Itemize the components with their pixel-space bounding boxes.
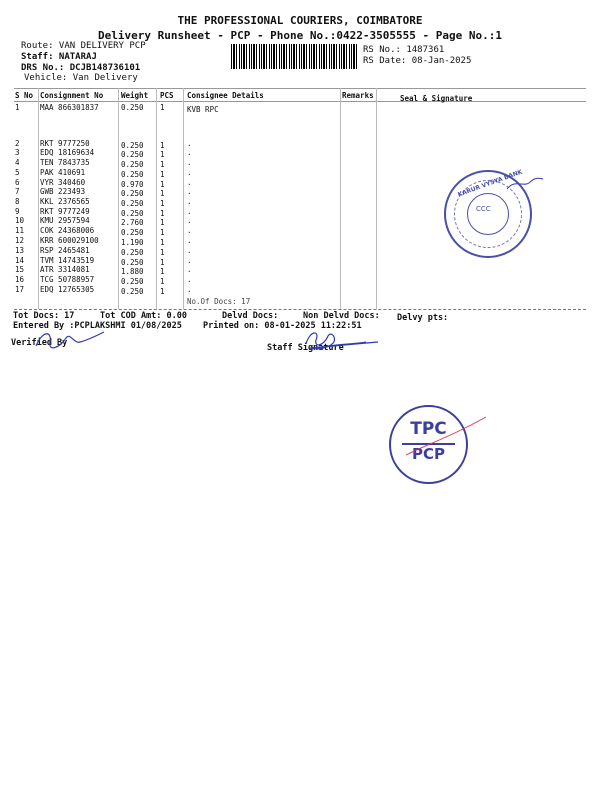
row-consignment: KMU 2957594 [40,216,90,225]
row-weight: 1.880 [121,267,144,276]
verifier-signature [30,326,110,356]
table-bottom-rule [14,309,586,310]
row-pcs: 1 [160,258,165,267]
row-consignee: . [187,246,192,255]
row-consignee: . [187,216,192,225]
row-consignee: . [187,285,192,294]
bank-stamp-text: KARUR VYSYA BANK [456,168,524,199]
row-pcs: 1 [160,218,165,227]
header-seal: Seal & Signature [400,94,473,103]
row-pcs: 1 [160,228,165,237]
row-consignee: . [187,168,192,177]
row-consignee: . [187,178,192,187]
row-consignee: KVB RPC [187,105,219,114]
row-sno: 9 [15,207,20,216]
row-consignee: . [187,187,192,196]
runsheet-subtitle: Delivery Runsheet - PCP - Phone No.:0422-3505555 - Page No.:1 [98,29,502,42]
row-weight: 0.250 [121,170,144,179]
row-consignment: RSP 2465481 [40,246,90,255]
row-consignee: . [187,158,192,167]
seal-signature [505,175,545,195]
row-consignment: EDQ 12765305 [40,285,95,294]
row-consignment: TVM 14743519 [40,256,95,265]
row-consignment: PAK 410691 [40,168,86,177]
col-divider [376,88,377,309]
staff-signature-label: Staff Signature [267,343,344,353]
row-pcs: 1 [160,267,165,276]
vehicle-label: Vehicle: Van Delivery [24,73,138,83]
row-consignee: . [187,207,192,216]
header-consignment: Consignment No [40,91,104,100]
row-sno: 16 [15,275,25,284]
col-divider [340,88,341,309]
row-consignment: TCG 50788957 [40,275,95,284]
row-sno: 11 [15,226,25,235]
col-divider [156,88,157,309]
row-weight: 0.250 [121,189,144,198]
row-sno: 12 [15,236,25,245]
row-sno: 13 [15,246,25,255]
row-weight: 0.250 [121,141,144,150]
row-pcs: 1 [160,150,165,159]
row-consignment: RKT 9777250 [40,139,90,148]
header-remarks: Remarks [342,91,374,100]
row-sno: 3 [15,148,20,157]
row-weight: 2.760 [121,218,144,227]
row-pcs: 1 [160,238,165,247]
total-docs: Tot Docs: 17 [13,311,75,321]
row-consignment: EDQ 18169634 [40,148,95,157]
no-of-docs: No.Of Docs: 17 [187,297,251,306]
entered-by: Entered By :PCPLAKSHMI 01/08/2025 [13,321,182,331]
row-weight: 0.250 [121,258,144,267]
verified-by-label: Verified By [11,338,68,348]
row-sno: 10 [15,216,25,225]
row-consignee: . [187,139,192,148]
row-consignment: COK 24368006 [40,226,95,235]
row-weight: 0.250 [121,228,144,237]
row-consignee: . [187,275,192,284]
row-weight: 0.250 [121,209,144,218]
row-pcs: 1 [160,103,165,112]
row-sno: 5 [15,168,20,177]
row-consignment: KKL 2376565 [40,197,90,206]
row-sno: 4 [15,158,20,167]
delivery-points: Delvy pts: [397,313,449,323]
route-label: Route: VAN DELIVERY PCP [21,41,146,51]
row-weight: 0.250 [121,103,144,112]
row-weight: 1.190 [121,238,144,247]
staff-label: Staff: NATARAJ [21,52,97,62]
printed-on: Printed on: 08-01-2025 11:22:51 [203,321,362,331]
company-title: THE PROFESSIONAL COURIERS, COIMBATORE [177,14,423,27]
bank-stamp-code: CCC [476,205,491,213]
col-divider [118,88,119,309]
col-divider [38,88,39,309]
row-pcs: 1 [160,170,165,179]
row-weight: 0.250 [121,248,144,257]
row-weight: 0.970 [121,180,144,189]
tpc-stamp-pen-mark [400,415,490,460]
header-sno: S No [15,91,34,100]
header-consignee: Consignee Details [187,91,264,100]
row-pcs: 1 [160,189,165,198]
row-weight: 0.250 [121,287,144,296]
row-pcs: 1 [160,209,165,218]
row-consignee: . [187,197,192,206]
row-pcs: 1 [160,277,165,286]
row-consignee: . [187,226,192,235]
row-sno: 8 [15,197,20,206]
delivered-docs: Delvd Docs: [222,311,279,321]
row-pcs: 1 [160,199,165,208]
row-sno: 14 [15,256,25,265]
row-sno: 6 [15,178,20,187]
row-consignee: . [187,256,192,265]
row-weight: 0.250 [121,150,144,159]
row-consignee: . [187,265,192,274]
row-sno: 17 [15,285,25,294]
barcode-image [231,44,358,69]
row-weight: 0.250 [121,199,144,208]
row-weight: 0.250 [121,160,144,169]
row-consignment: MAA 866301837 [40,103,99,112]
row-pcs: 1 [160,180,165,189]
non-delivered-docs: Non Delvd Docs: [303,311,380,321]
row-sno: 2 [15,139,20,148]
col-divider [183,88,184,309]
rs-date: RS Date: 08-Jan-2025 [363,56,472,66]
row-consignee: . [187,148,192,157]
row-consignment: RKT 9777249 [40,207,90,216]
table-header-rule [14,101,586,102]
row-pcs: 1 [160,287,165,296]
row-consignment: GWB 223493 [40,187,86,196]
total-cod-amount: Tot COD Amt: 0.00 [100,311,187,321]
row-pcs: 1 [160,141,165,150]
row-consignee: . [187,236,192,245]
rs-number: RS No.: 1487361 [363,45,445,55]
tpc-stamp-bottom: PCP [412,445,445,463]
tpc-stamp-top: TPC [410,419,447,439]
row-consignment: TEN 7843735 [40,158,90,167]
row-sno: 1 [15,103,20,112]
header-weight: Weight [121,91,149,100]
row-consignment: VYR 340460 [40,178,86,187]
row-consignment: KRR 600029100 [40,236,99,245]
header-pcs: PCS [160,91,174,100]
staff-signature [288,326,383,356]
row-weight: 0.250 [121,277,144,286]
row-consignment: ATR 3314081 [40,265,90,274]
row-pcs: 1 [160,160,165,169]
drs-number: DRS No.: DCJB148736101 [21,63,141,73]
table-top-rule [14,88,586,89]
row-pcs: 1 [160,248,165,257]
row-sno: 7 [15,187,20,196]
row-sno: 15 [15,265,25,274]
